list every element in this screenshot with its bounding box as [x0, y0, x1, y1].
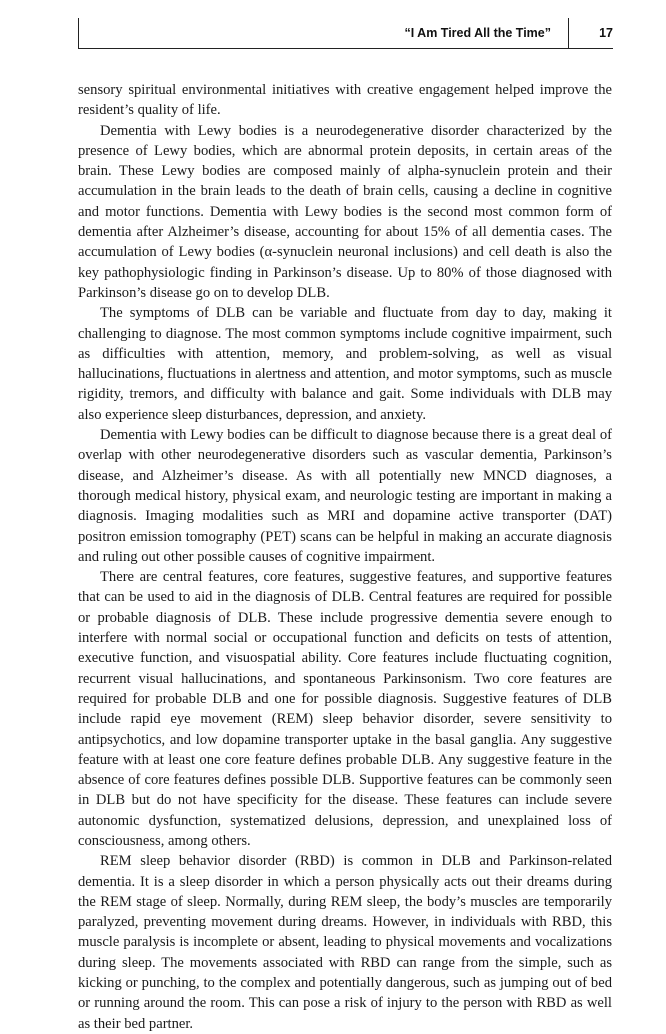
body-text — [78, 80, 612, 1034]
paragraph-dlb-diagnosis: Dementia with Lewy bodies can be difficult to diagnose because there is a great deal of overlap with other neurodegenerative disorders such as vascular dementia, Parkinson’s disease, and Alzheimer’s disease. As with all potentially new MNCD diagnoses, a thorough medical history, physical exam, and neurologic testing are important in making a diagnosis. Imaging modalities such as MRI and dopamine active transporter (DAT) positron emission tomography (PET) scans can be helpful in making an accurate diagnosis and ruling out other possible causes of cognitive impairment. — [78, 427, 612, 565]
paragraph-dlb-features: There are central features, core features, suggestive features, and supportive features that can be used to aid in the diagnosis of DLB. Central features are required for possible or probable diagnosis of DLB. These include progressive dementia severe enough to interfere with normal social or occupational function and deficits on tests of attention, executive function, and visuospatial ability. Core features include fluctuating cognition, recurrent visual hallucinations, and spontaneous Parkinsonism. Two core features are required for probable DLB and one for possible diagnosis. Suggestive features of DLB include rapid eye movement (REM) sleep behavior disorder, severe sensitivity to antipsychotics, and low dopamine transporter uptake in the basal ganglia. Any suggestive feature with at least one core feature defines probable DLB. Any suggestive feature in the absence of core features defines possible DLB. Supportive features can be commonly seen in DLB but do not have specificity for the disease. These features can include severe autonomic dysfunction, systematized delusions, depression, and unexplained loss of consciousness, among others. — [78, 569, 612, 849]
paragraph-continued: sensory spiritual environmental initiatives with creative engagement helped improve the resident’s quality of life. — [78, 82, 612, 119]
paragraph-dlb-symptoms: The symptoms of DLB can be variable and fluctuate from day to day, making it challenging to diagnose. The most common symptoms include cognitive impairment, such as difficulties with attention, memory, and problem-solving, as well as visual hallucinations, fluctuations in alertness and attention, and motor symptoms, such as muscle rigidity, tremors, and difficulty with balance and gait. Some individuals with DLB may also experience sleep disturbances, depression, and anxiety. — [78, 305, 612, 423]
paragraph-rbd: REM sleep behavior disorder (RBD) is common in DLB and Parkinson-related dementia. It is a sleep disorder in which a person physically acts out their dreams during the REM stage of sleep. Normally, during REM sleep, the body’s muscles are temporarily paralyzed, preventing movement during dreams. However, in individuals with RBD, this muscle paralysis is incomplete or absent, leading to physical movements and vocalizations during sleep. The movements associated with RBD can range from the simple, such as kicking or punching, to the complex and potentially dangerous, such as jumping out of bed or running around the room. This can pose a risk of injury to the person with RBD as well as their bed partner. — [78, 853, 612, 1032]
paragraph-dlb-definition: Dementia with Lewy bodies is a neurodegenerative disorder characterized by the presence of Lewy bodies, which are abnormal protein deposits, in certain areas of the brain. These Lewy bodies are composed mainly of alpha-synuclein protein and their accumulation in the brain leads to the death of brain cells, causing a decline in cognitive and motor functions. Dementia with Lewy bodies is the second most common form of dementia after Alzheimer’s disease, accounting for about 15% of all dementia cases. The accumulation of Lewy bodies (α-synuclein neuronal inclusions) and cell death is also the key pathophysiologic finding in Parkinson’s disease. Up to 80% of those diagnosed with Parkinson’s disease go on to develop DLB. — [78, 122, 612, 301]
page-number: 17 — [599, 26, 613, 40]
running-header — [78, 18, 613, 49]
running-title: “I Am Tired All the Time” — [404, 26, 551, 40]
header-divider — [568, 18, 569, 48]
